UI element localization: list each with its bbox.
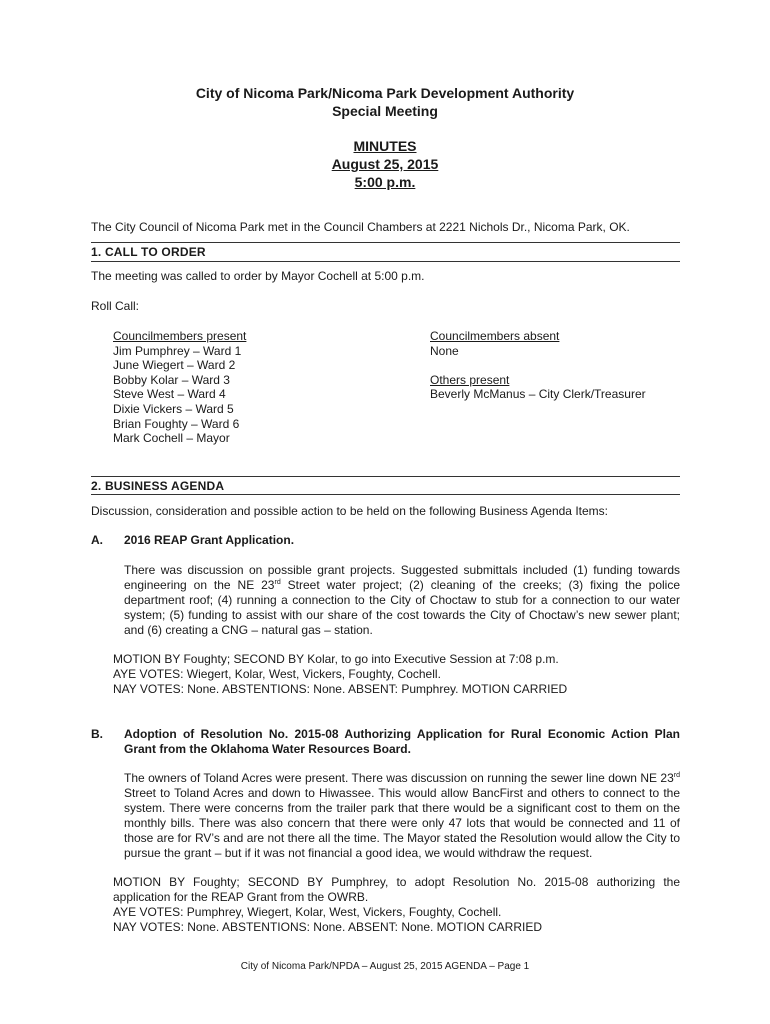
meeting-date [0,156,770,172]
item-b-letter: B. [91,727,103,741]
page-footer: City of Nicoma Park/NPDA – August 25, 2015 AGENDA – Page 1 [240,961,530,972]
section-2-title: 2. BUSINESS AGENDA [91,479,225,493]
others-member: Beverly McManus – City Clerk/Treasurer [430,387,646,402]
item-b-aye-votes: AYE VOTES: Pumphrey, Wiegert, Kolar, West, Vickers, Foughty, Cochell. [113,905,502,919]
item-b-motion-block [113,875,680,935]
doc-title [0,138,770,154]
org-title: City of Nicoma Park/Nicoma Park Development Authority [195,85,575,101]
spacer [430,358,646,373]
section-divider [91,494,680,495]
meeting-type: Special Meeting [332,103,438,119]
present-column [113,329,246,446]
absent-heading: Councilmembers absent [430,329,560,343]
section-1-title: 1. CALL TO ORDER [91,245,206,259]
item-b-nay-votes: NAY VOTES: None. ABSTENTIONS: None. ABSENT: None. MOTION CARRIED [113,920,543,934]
item-b-text-2: Street to Toland Acres and down to Hiwassee. This would allow BancFirst and others to connect to the system. There were concerns from the trailer park that there would be a significant cost to them on the monthly bills. There was also concern that there were only 47 lots that would be connected and 11 of those are for RV’s and are not there all the time. The Mayor stated the Resolution would allow the City to pursue the grant – but if it was not financial a good idea, we would withdraw the request. [124,786,680,860]
absent-column [430,329,646,402]
present-member: Jim Pumphrey – Ward 1 [113,343,242,358]
section-divider [91,476,680,477]
item-b-superscript: rd [673,772,680,779]
item-a-superscript: rd [274,579,281,586]
item-a-letter: A. [91,533,103,547]
item-a-text-2: Street water project; (2) cleaning of the creeks; (3) fixing the police department roof; (4) running a connection to the City of Choctaw to stub for a connection to our water system; (5) funding to assist with our share of the cost towards the City of Choctaw’s new sewer plant; and (6) creating a CNG – natural gas – station. [124,578,680,637]
item-b-discussion [124,771,680,861]
section-divider [91,242,680,243]
item-a-discussion [124,563,680,638]
present-member: Brian Foughty – Ward 6 [113,416,240,431]
item-a-aye-votes: AYE VOTES: Wiegert, Kolar, West, Vickers, Foughty, Cochell. [113,667,441,681]
item-a-motion: MOTION BY Foughty; SECOND BY Kolar, to go into Executive Session at 7:08 p.m. [113,652,559,666]
present-member: June Wiegert – Ward 2 [113,358,236,373]
meeting-time-text: 5:00 p.m. [354,174,416,190]
present-member: Dixie Vickers – Ward 5 [113,401,234,416]
item-a-text-1: There was discussion on possible grant projects. Suggested submittals included (1) funding towards engineering on the NE 23 [124,563,680,592]
meeting-time [0,174,770,190]
roll-call-label: Roll Call: [91,299,140,313]
intro-paragraph: The City Council of Nicoma Park met in the Council Chambers at 2221 Nichols Dr., Nicoma Park, OK. [91,220,630,234]
section-divider [91,261,680,262]
item-a-title: 2016 REAP Grant Application. [124,533,295,547]
minutes-heading: MINUTES [353,138,417,154]
present-heading: Councilmembers present [113,329,247,343]
item-a-nay-votes: NAY VOTES: None. ABSTENTIONS: None. ABSENT: Pumphrey. MOTION CARRIED [113,682,568,696]
item-b-text-1: The owners of Toland Acres were present. There was discussion on running the sewer line down NE 23 [124,771,674,785]
item-b-title: Adoption of Resolution No. 2015-08 Authorizing Application for Rural Economic Action Plan Grant from the Oklahoma Water Resources Board. [124,727,680,756]
present-member: Bobby Kolar – Ward 3 [113,372,230,387]
others-heading: Others present [430,372,510,387]
present-member: Mark Cochell – Mayor [113,431,230,446]
absent-members: None [430,343,459,358]
present-member: Steve West – Ward 4 [113,387,226,402]
call-to-order-text: The meeting was called to order by Mayor Cochell at 5:00 p.m. [91,269,425,283]
item-a-motion-block [113,652,680,697]
business-agenda-intro: Discussion, consideration and possible action to be held on the following Business Agenda Items: [91,504,608,518]
meeting-date-text: August 25, 2015 [331,156,439,172]
item-b-motion: MOTION BY Foughty; SECOND BY Pumphrey, to adopt Resolution No. 2015-08 authorizing the application for the REAP Grant from the OWRB. [113,875,680,904]
